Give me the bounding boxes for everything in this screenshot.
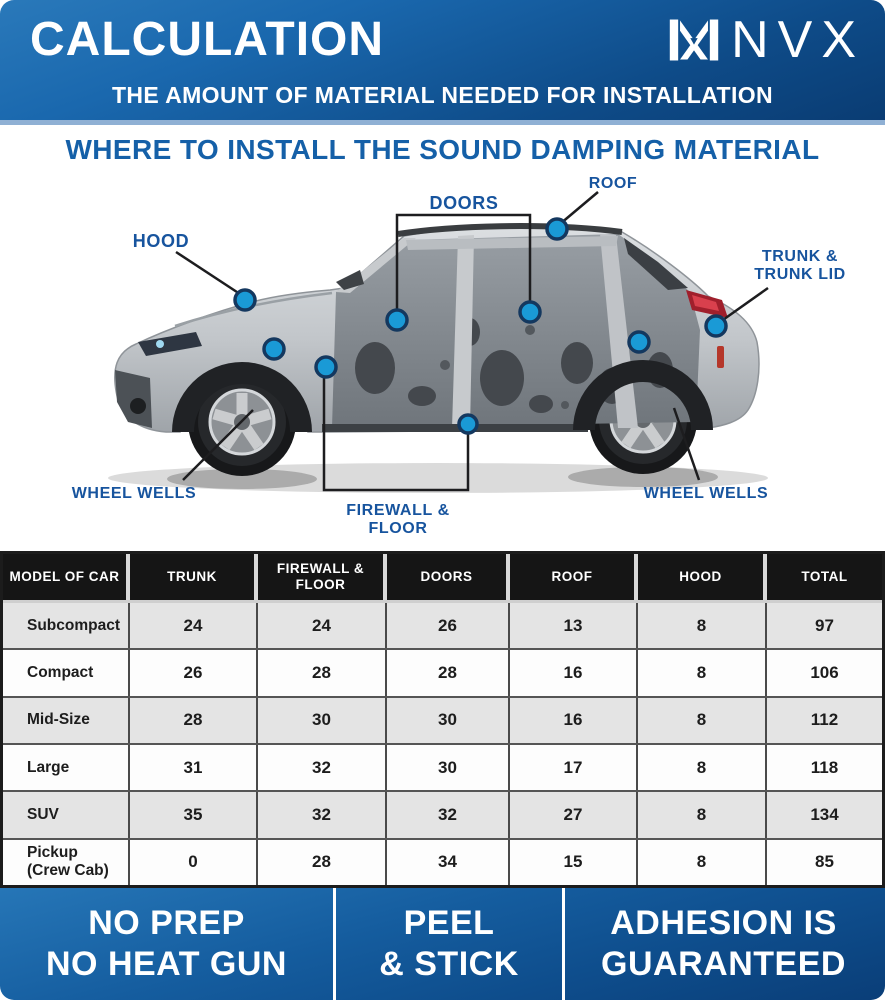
wheel-wells-left-label: WHEEL WELLS (71, 485, 197, 502)
section-heading: WHERE TO INSTALL THE SOUND DAMPING MATERIAL (65, 134, 820, 165)
column-header-model: MODEL OF CAR (3, 554, 130, 600)
table-row-compact (3, 650, 882, 697)
material-table (0, 551, 885, 888)
svg-text:TRUNK &: TRUNK & (761, 248, 839, 265)
floor-marker-dot (459, 415, 477, 433)
page-subtitle: THE AMOUNT OF MATERIAL NEEDED FOR INSTALLATION (111, 82, 774, 108)
wheel-wells-right-label: WHEEL WELLS (643, 485, 769, 502)
trunk-label (754, 248, 846, 283)
table-cell: 85 (767, 840, 882, 885)
roof-label: ROOF (588, 175, 638, 192)
brand-logo (667, 13, 865, 67)
table-row-mid-size (3, 698, 882, 745)
table-cell: 8 (638, 745, 767, 790)
table-cell: 30 (387, 745, 510, 790)
table-cell: 26 (130, 650, 258, 695)
footer-panel-adhesion (562, 888, 882, 1000)
column-header-roof: ROOF (510, 554, 638, 600)
footer-text: NO PREP (88, 903, 245, 942)
table-cell: 17 (510, 745, 638, 790)
table-cell: 8 (638, 650, 767, 695)
header-banner (0, 0, 885, 125)
footer-text: NO HEAT GUN (46, 945, 287, 983)
footer-text: GUARANTEED (601, 945, 846, 983)
svg-text:FIREWALL &: FIREWALL & (346, 502, 450, 519)
table-cell: 28 (130, 698, 258, 743)
table-cell: 106 (767, 650, 882, 695)
table-cell: 32 (258, 745, 387, 790)
front-door-marker-dot (387, 310, 407, 330)
model-cell: Pickup (Crew Cab) (3, 840, 130, 885)
column-header-firewall-floor: FIREWALL & FLOOR (258, 554, 387, 600)
brand-name-text: NVX (731, 11, 865, 69)
table-cell: 35 (130, 792, 258, 837)
footer-text: PEEL (403, 903, 495, 942)
table-cell: 134 (767, 792, 882, 837)
nvx-x-icon (667, 13, 721, 67)
table-cell: 8 (638, 698, 767, 743)
page-title: CALCULATION (30, 13, 385, 66)
table-cell: 16 (510, 650, 638, 695)
table-cell: 30 (258, 698, 387, 743)
table-cell: 8 (638, 603, 767, 648)
table-cell: 118 (767, 745, 882, 790)
rear-fender-marker-dot (629, 332, 649, 352)
car-diagram-svg (0, 130, 885, 550)
model-cell: SUV (3, 792, 130, 837)
table-row-subcompact (3, 603, 882, 650)
front-wheel-well-marker-dot (264, 339, 284, 359)
table-cell: 28 (387, 650, 510, 695)
table-cell: 8 (638, 792, 767, 837)
footer-banner (0, 888, 885, 1000)
svg-text:TRUNK LID: TRUNK LID (754, 266, 846, 283)
table-cell: 32 (258, 792, 387, 837)
footer-text: ADHESION IS (610, 903, 837, 942)
table-cell: 0 (130, 840, 258, 885)
table-cell: 16 (510, 698, 638, 743)
table-cell: 30 (387, 698, 510, 743)
firewall-floor-label (346, 502, 449, 537)
column-header-trunk: TRUNK (130, 554, 258, 600)
model-cell: Subcompact (3, 603, 130, 648)
column-header-total: TOTAL (767, 554, 882, 600)
footer-panel-no-prep (0, 888, 333, 1000)
footer-text: & STICK (379, 945, 519, 983)
svg-text:FLOOR: FLOOR (368, 520, 428, 537)
column-header-hood: HOOD (638, 554, 767, 600)
table-cell: 31 (130, 745, 258, 790)
table-cell: 32 (387, 792, 510, 837)
table-cell: 8 (638, 840, 767, 885)
doors-label: DOORS (429, 193, 499, 213)
model-cell: Large (3, 745, 130, 790)
hood-marker-dot (235, 290, 255, 310)
column-header-doors: DOORS (387, 554, 510, 600)
car-diagram (0, 130, 885, 550)
table-cell: 13 (510, 603, 638, 648)
model-cell: Mid-Size (3, 698, 130, 743)
trunk-marker-dot (706, 316, 726, 336)
table-cell: 28 (258, 840, 387, 885)
firewall-marker-dot (316, 357, 336, 377)
roof-marker-dot (547, 219, 567, 239)
rear-door-marker-dot (520, 302, 540, 322)
table-cell: 27 (510, 792, 638, 837)
table-header-row (3, 554, 882, 603)
table-row-large (3, 745, 882, 792)
table-cell: 28 (258, 650, 387, 695)
hood-label: HOOD (132, 231, 190, 251)
model-cell: Compact (3, 650, 130, 695)
table-row-pickup (3, 840, 882, 885)
table-cell: 97 (767, 603, 882, 648)
table-cell: 26 (387, 603, 510, 648)
table-cell: 34 (387, 840, 510, 885)
table-cell: 112 (767, 698, 882, 743)
table-cell: 15 (510, 840, 638, 885)
footer-panel-peel-stick (333, 888, 562, 1000)
table-cell: 24 (258, 603, 387, 648)
table-row-suv (3, 792, 882, 839)
table-cell: 24 (130, 603, 258, 648)
